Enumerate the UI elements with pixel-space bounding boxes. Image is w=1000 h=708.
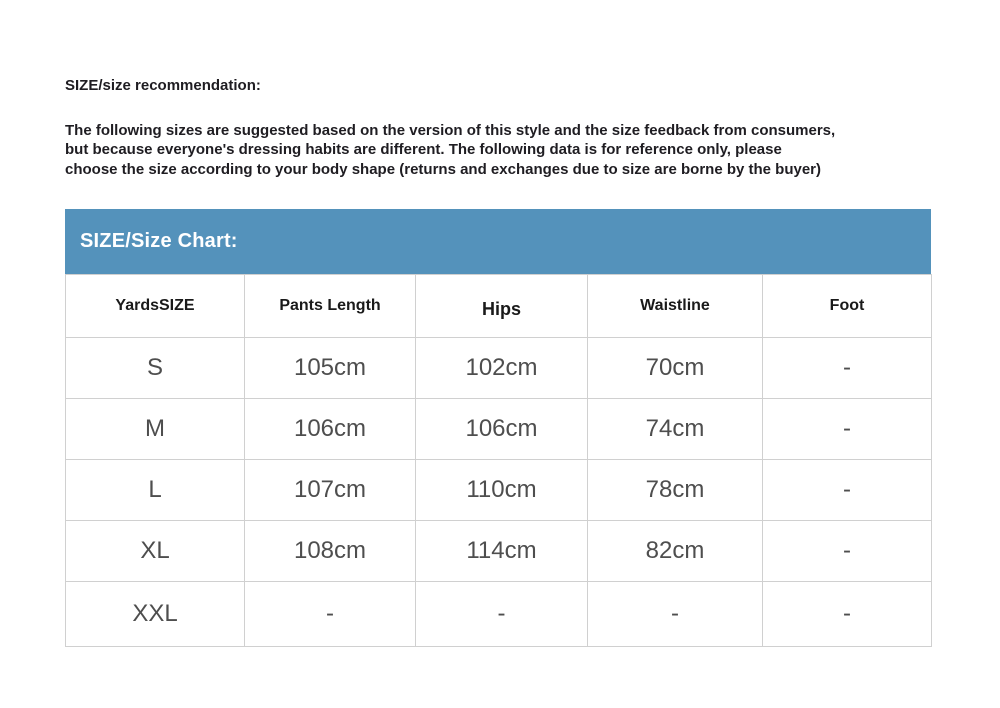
size-recommendation-line: The following sizes are suggested based on the version of this style and the size feedback from consumers, [65,122,836,139]
size-recommendation-line: but because everyone's dressing habits are different. The following data is for reference only, please [65,141,782,159]
cell-pants-length: 107cm [245,460,416,521]
cell-size-label: M [66,399,245,460]
size-recommendation-text [65,121,935,179]
table-row-size-s [66,338,932,399]
col-header-hips: Hips [416,275,588,338]
cell-foot: - [763,521,932,582]
table-row-size-l [66,460,932,521]
cell-size-label: XL [66,521,245,582]
cell-hips: - [416,582,588,647]
cell-waistline: - [588,582,763,647]
cell-foot: - [763,338,932,399]
cell-waistline: 70cm [588,338,763,399]
size-chart-table [65,274,932,647]
size-recommendation-line: choose the size according to your body shape (returns and exchanges due to size are borne by the buyer) [65,160,822,178]
table-row-size-xl [66,521,932,582]
cell-waistline: 78cm [588,460,763,521]
cell-foot: - [763,460,932,521]
cell-size-label: XXL [66,582,245,647]
cell-pants-length: 105cm [245,338,416,399]
cell-size-label: L [66,460,245,521]
cell-hips: 114cm [416,521,588,582]
cell-waistline: 82cm [588,521,763,582]
cell-foot: - [763,582,932,647]
cell-pants-length: 108cm [245,521,416,582]
cell-size-label: S [66,338,245,399]
table-header-row [66,275,932,338]
table-row-size-xxl [66,582,932,647]
cell-hips: 110cm [416,460,588,521]
size-chart-banner [65,209,931,274]
cell-foot: - [763,399,932,460]
table-row-size-m [66,399,932,460]
col-header-foot: Foot [763,275,932,338]
size-chart-banner-title: SIZE/Size Chart: [80,230,238,253]
col-header-yards-size: YardsSIZE [66,275,245,338]
cell-pants-length: 106cm [245,399,416,460]
cell-pants-length: - [245,582,416,647]
cell-waistline: 74cm [588,399,763,460]
col-header-waistline: Waistline [588,275,763,338]
page-title: SIZE/size recommendation: [65,77,261,94]
cell-hips: 106cm [416,399,588,460]
col-header-pants-length: Pants Length [245,275,416,338]
cell-hips: 102cm [416,338,588,399]
